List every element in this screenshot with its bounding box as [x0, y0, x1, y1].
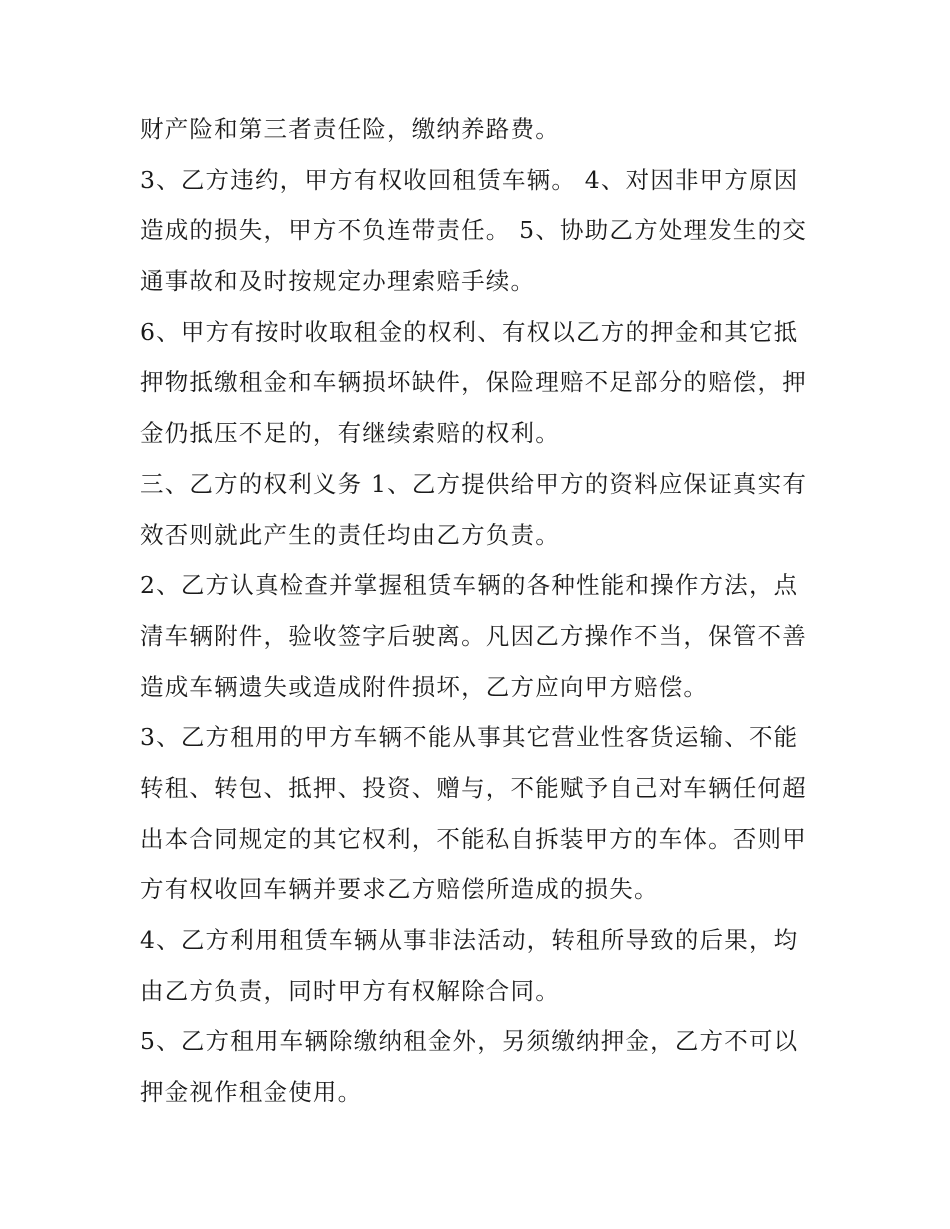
text-line: 效否则就此产生的责任均由乙方负责。 — [140, 520, 560, 549]
text-line: 2、乙方认真检查并掌握租赁车辆的各种性能和操作方法，点 — [140, 571, 799, 600]
contract-text — [140, 104, 820, 1118]
text-line: 4、乙方利用租赁车辆从事非法活动，转租所导致的后果，均 — [140, 926, 799, 954]
text-line: 金仍抵压不足的，有继续索赔的权利。 — [140, 419, 560, 448]
text-line: 出本合同规定的其它权利，不能私自拆装甲方的车体。否则甲 — [140, 824, 807, 853]
text-line: 由乙方负责，同时甲方有权解除合同。 — [140, 976, 560, 1005]
text-line: 三、乙方的权利义务 1、乙方提供给甲方的资料应保证真实有 — [140, 469, 808, 498]
text-line: 押物抵缴租金和车辆损坏缺件，保险理赔不足部分的赔偿，押 — [140, 368, 807, 397]
text-line: 5、乙方租用车辆除缴纳租金外，另须缴纳押金，乙方不可以 — [140, 1027, 799, 1056]
text-line: 押金视作租金使用。 — [140, 1078, 363, 1107]
text-line: 3、乙方租用的甲方车辆不能从事其它营业性客货运输、不能 — [140, 723, 799, 752]
text-line: 转租、转包、抵押、投资、赠与，不能赋予自己对车辆任何超 — [140, 773, 807, 802]
text-line: 6、甲方有按时收取租金的权利、有权以乙方的押金和其它抵 — [140, 317, 799, 346]
text-line: 造成车辆遗失或造成附件损坏，乙方应向甲方赔偿。 — [140, 672, 709, 701]
text-line: 方有权收回车辆并要求乙方赔偿所造成的损失。 — [140, 875, 659, 904]
text-line: 通事故和及时按规定办理索赔手续。 — [140, 267, 536, 296]
text-line: 财产险和第三者责任险，缴纳养路费。 — [140, 115, 560, 143]
text-line: 3、乙方违约，甲方有权收回租赁车辆。 4、对因非甲方原因 — [140, 165, 799, 194]
text-line: 清车辆附件，验收签字后驶离。凡因乙方操作不当，保管不善 — [140, 621, 807, 650]
text-line: 造成的损失，甲方不负连带责任。 5、协助乙方处理发生的交 — [140, 216, 808, 245]
